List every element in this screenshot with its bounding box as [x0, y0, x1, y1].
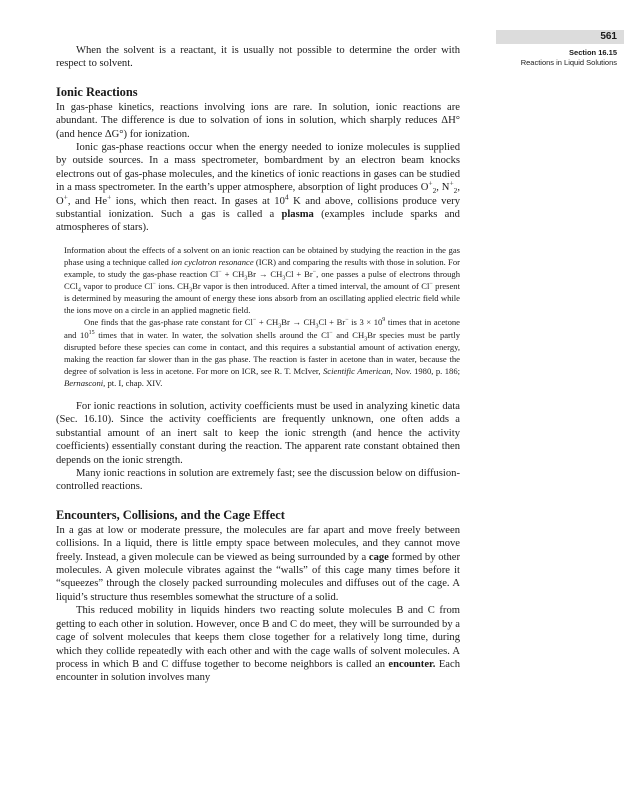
- running-header: [521, 48, 617, 68]
- ionic-paragraph-3: For ionic reactions in solution, activity coefficients must be used in analyzing kinetic data (Sec. 16.10). Since the activity coefficients are frequently unknown, one often adds a substantial amount of an inert salt to keep the ionic strength (and hence the activity coefficients) essentially constant during the reaction. The apparent rate constant obtained then depends on the ionic strength.: [56, 401, 460, 466]
- icr-note-paragraph-1: Information about the effects of a solvent on an ionic reaction can be obtained by studying the reaction in the gas phase using a technique called ion cyclotron resonance (ICR) and comparing the results with those in solution. For example, to study the gas-phase reaction $Cl^- + CH_3Br \to CH_3Cl + Br^-$, one passes a pulse of electrons through CCl$_4$ vapor to produce Cl− ions. $CH_3Br$ vapor is then introduced. After a timed interval, the amount of Cl− present is determined by measuring the amount of energy these ions absorb from an oscillating applied electric field while the ions move on a circle in an applied magnetic field.: [64, 244, 460, 316]
- main-text: [56, 44, 460, 685]
- cage-paragraph-1: In a gas at low or moderate pressure, the molecules are far apart and move freely between collisions. In a liquid, there is little empty space between molecules, and they cannot move freely. Instead, a given molecule can be viewed as being surrounded by a cage formed by other molecules. A given molecule vibrates against the “walls” of this cage many times before it “squeezes” through the closely packed surrounding molecules and diffuses out of the cage. A liquid’s structure thus resembles somewhat the structure of a solid.: [56, 524, 460, 603]
- ionic-paragraph-4: Many ionic reactions in solution are extremely fast; see the discussion below on diffusion-controlled reactions.: [56, 468, 460, 493]
- ionic-paragraph-1: In gas-phase kinetics, reactions involving ions are rare. In solution, ionic reactions are abundant. The difference is due to solvation of ions in solution, which sharply reduces ΔH° (and hence ΔG°) for ionization.: [56, 101, 460, 140]
- intro-paragraph: When the solvent is a reactant, it is usually not possible to determine the order with respect to solvent.: [56, 45, 460, 70]
- page-number: 561: [600, 31, 617, 42]
- ionic-paragraph-2: Ionic gas-phase reactions occur when the energy needed to ionize molecules is supplied by outside sources. In a mass spectrometer, bombardment by an electron beam knocks electrons out of gas-phase molecules, and the kinetics of ionic reactions in gases can be studied in a mass spectrometer. In the earth’s upper atmosphere, absorption of light produces $O^+_2$, $N^+_2$, O+, and He+ ions, which then react. In gases at $10^4$ K and above, collisions produce very substantial ionization. Such a gas is called a plasma (examples include sparks and atmospheres of stars).: [56, 142, 460, 234]
- term-plasma: plasma: [281, 209, 314, 221]
- term-cage: cage: [368, 551, 389, 563]
- heading-ionic-reactions: Ionic Reactions: [56, 84, 138, 99]
- section-title: Reactions in Liquid Solutions: [520, 58, 617, 67]
- icr-note-paragraph-2: One finds that the gas-phase rate constant for $Cl^- + CH_3Br \to CH_3Cl + Br^-$ is $3 \times 10^9$ times that in acetone and $10^{15}$ times that in water. In water, the solvation shells around the Cl− and $CH_3Br$ species must be partly disrupted before these species can come in contact, and this requires a substantial amount of activation energy, making the reaction far slower than in the gas phase. The reaction is faster in acetone than in water, because the degree of solvation is less in acetone. For more on ICR, see R. T. McIver, Scientific American, Nov. 1980, p. 186; Bernasconi, pt. I, chap. XIV.: [64, 317, 460, 388]
- cage-paragraph-2: This reduced mobility in liquids hinders two reacting solute molecules B and C from getting to each other in solution. However, once B and C do meet, they will be surrounded by a cage of solvent molecules that keeps them close together for a relatively long time, during which they collide repeatedly with each other and with the cage walls of solvent molecules. A process in which B and C diffuse together to become neighbors is called an encounter. Each encounter in solution involves many: [56, 605, 460, 684]
- heading-cage-effect: Encounters, Collisions, and the Cage Effect: [56, 507, 285, 522]
- term-encounter: encounter.: [388, 658, 436, 670]
- icr-note: [64, 244, 460, 389]
- section-number: Section 16.15: [569, 48, 617, 57]
